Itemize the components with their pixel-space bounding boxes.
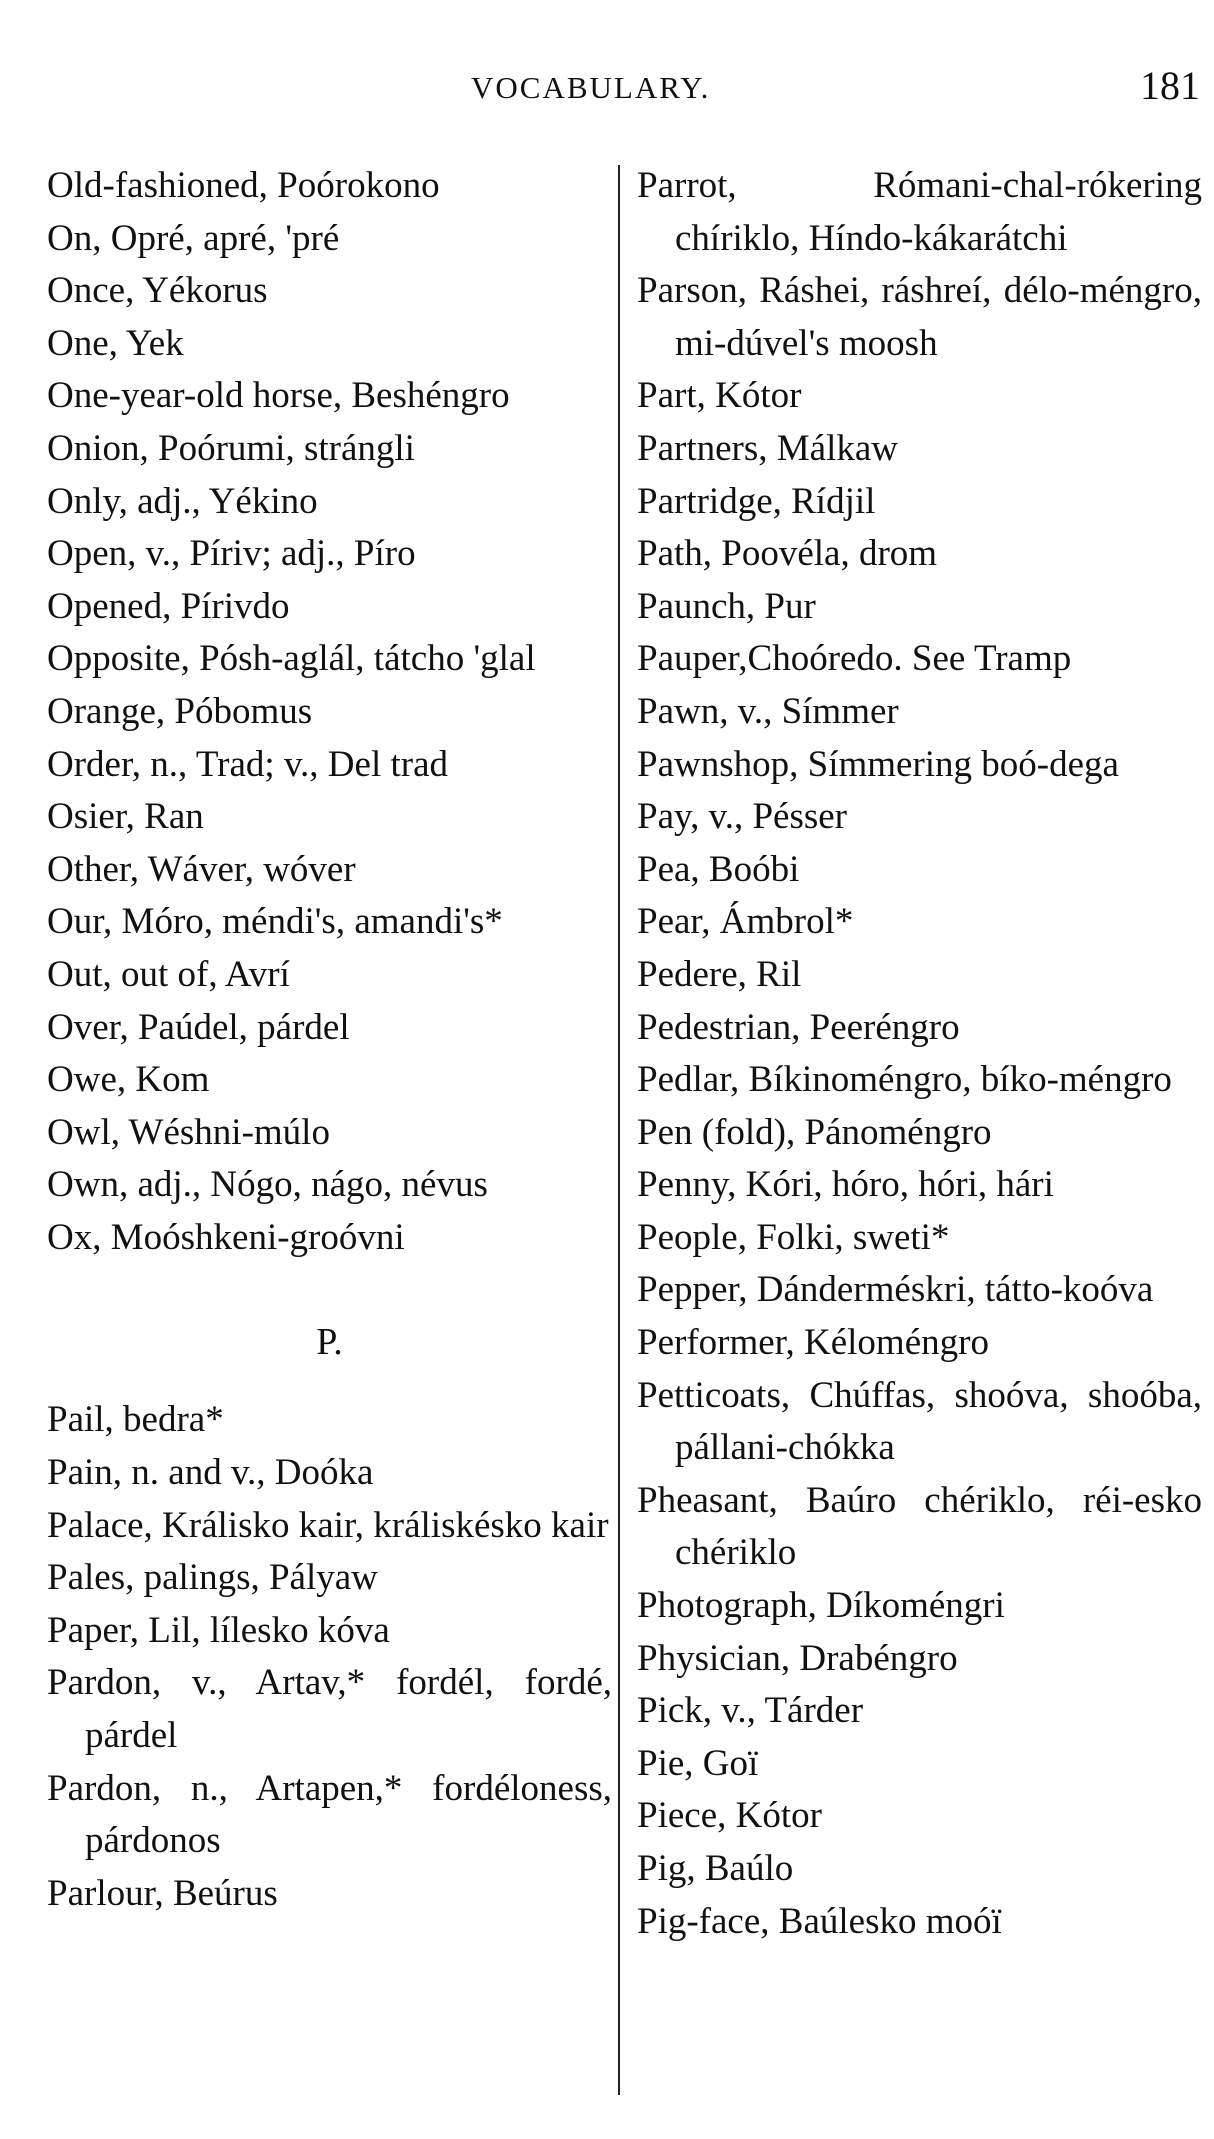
entry-our: Our, Móro, méndi's, amandi's* <box>47 901 503 943</box>
entry-pawnshop: Pawnshop, Símmering boó-dega <box>637 743 1119 785</box>
entry-own: Own, adj., Nógo, nágo, névus <box>47 1164 488 1206</box>
entry-pauper: Pauper,Choóredo. See Tramp <box>637 638 1072 680</box>
entry-pedlar: Pedlar, Bíkinoméngro, bíko-méngro <box>637 1059 1172 1101</box>
entry-path: Path, Poovéla, drom <box>637 533 938 575</box>
page-number: 181 <box>1140 63 1200 108</box>
entry-once: Once, Yékorus <box>47 270 268 312</box>
entry-photograph: Photograph, Díkoméngri <box>637 1585 1005 1627</box>
entry-pie: Pie, Goï <box>637 1742 759 1784</box>
entry-pedere: Pedere, Ril <box>637 953 802 995</box>
entry-piece: Piece, Kótor <box>637 1795 822 1837</box>
running-title: VOCABULARY. <box>471 70 711 105</box>
entry-pen: Pen (fold), Pánoméngro <box>637 1111 992 1153</box>
entry-physician: Physician, Drabéngro <box>637 1637 958 1679</box>
entry-open: Open, v., Píriv; adj., Píro <box>47 533 416 575</box>
entry-pay: Pay, v., Pésser <box>637 796 847 838</box>
entry-pig: Pig, Baúlo <box>637 1848 794 1889</box>
entry-over: Over, Paúdel, párdel <box>47 1006 350 1048</box>
entry-pig-face: Pig-face, Baúlesko moóï <box>637 1900 1002 1942</box>
entry-orange: Orange, Póbomus <box>47 690 313 732</box>
page-header <box>0 62 1214 122</box>
entry-pardon-noun: Pardon, n., Artapen,* fordéloness, párdonos <box>47 1767 612 1862</box>
entry-part: Part, Kótor <box>637 375 802 417</box>
entry-only: Only, adj., Yékino <box>47 480 318 522</box>
entry-one-year-old-horse: One-year-old horse, Beshéngro <box>47 375 510 417</box>
entry-out: Out, out of, Avrí <box>47 953 290 995</box>
entry-owe: Owe, Kom <box>47 1059 210 1101</box>
entry-people: People, Folki, sweti* <box>637 1216 950 1258</box>
entry-onion: Onion, Poórumi, strángli <box>47 427 415 469</box>
entry-pail: Pail, bedra* <box>47 1399 224 1441</box>
entry-owl: Owl, Wéshni-múlo <box>47 1111 330 1153</box>
entry-opened: Opened, Pírivdo <box>47 585 290 627</box>
entry-pedestrian: Pedestrian, Peeréngro <box>637 1006 960 1048</box>
entry-old-fashioned: Old-fashioned, Poórokono <box>47 165 440 206</box>
entry-osier: Osier, Ran <box>47 796 204 838</box>
section-letter-p: P. <box>316 1321 343 1364</box>
entry-palace: Palace, Králisko kair, králiskésko kair <box>47 1504 609 1546</box>
entry-ox: Ox, Moóshkeni-groóvni <box>47 1216 405 1258</box>
entry-pardon-verb: Pardon, v., Artav,* fordél, fordé, párdel <box>47 1662 612 1757</box>
entry-pales: Pales, palings, Pályaw <box>47 1557 378 1599</box>
entry-pear: Pear, Ámbrol* <box>637 901 854 943</box>
entry-partridge: Partridge, Rídjil <box>637 480 876 522</box>
entry-order: Order, n., Trad; v., Del trad <box>47 743 449 785</box>
entry-penny: Penny, Kóri, hóro, hóri, hári <box>637 1164 1054 1206</box>
left-column <box>47 160 612 1920</box>
entry-paper: Paper, Lil, lílesko kóva <box>47 1609 390 1651</box>
entry-parrot: Parrot, Rómani-chal-rókering chíriklo, Híndo-kákarátchi <box>637 165 1202 259</box>
entry-paunch: Paunch, Pur <box>637 585 816 627</box>
right-column <box>637 160 1202 1948</box>
entry-pea: Pea, Boóbi <box>637 848 800 890</box>
entry-pawn: Pawn, v., Símmer <box>637 690 899 732</box>
entry-petticoats: Petticoats, Chúffas, shoóva, shoóba, pállani-chókka <box>637 1374 1202 1469</box>
entry-opposite: Opposite, Pósh-aglál, tátcho 'glal <box>47 638 536 680</box>
entry-pain: Pain, n. and v., Doóka <box>47 1452 374 1494</box>
column-divider <box>618 165 620 2095</box>
entry-one: One, Yek <box>47 322 184 364</box>
entry-on: On, Opré, apré, 'pré <box>47 217 340 259</box>
entry-pheasant: Pheasant, Baúro chériklo, réi-esko chériklo <box>637 1479 1202 1574</box>
entry-partners: Partners, Málkaw <box>637 427 898 469</box>
entry-other: Other, Wáver, wóver <box>47 848 356 890</box>
entry-performer: Performer, Kéloméngro <box>637 1322 989 1364</box>
entry-pepper: Pepper, Dánderméskri, tátto-koóva <box>637 1269 1154 1311</box>
entry-pick: Pick, v., Tárder <box>637 1690 864 1732</box>
entry-parlour: Parlour, Beúrus <box>47 1872 278 1914</box>
entry-parson: Parson, Ráshei, ráshreí, délo-méngro, mi-dúvel's moosh <box>637 270 1202 364</box>
